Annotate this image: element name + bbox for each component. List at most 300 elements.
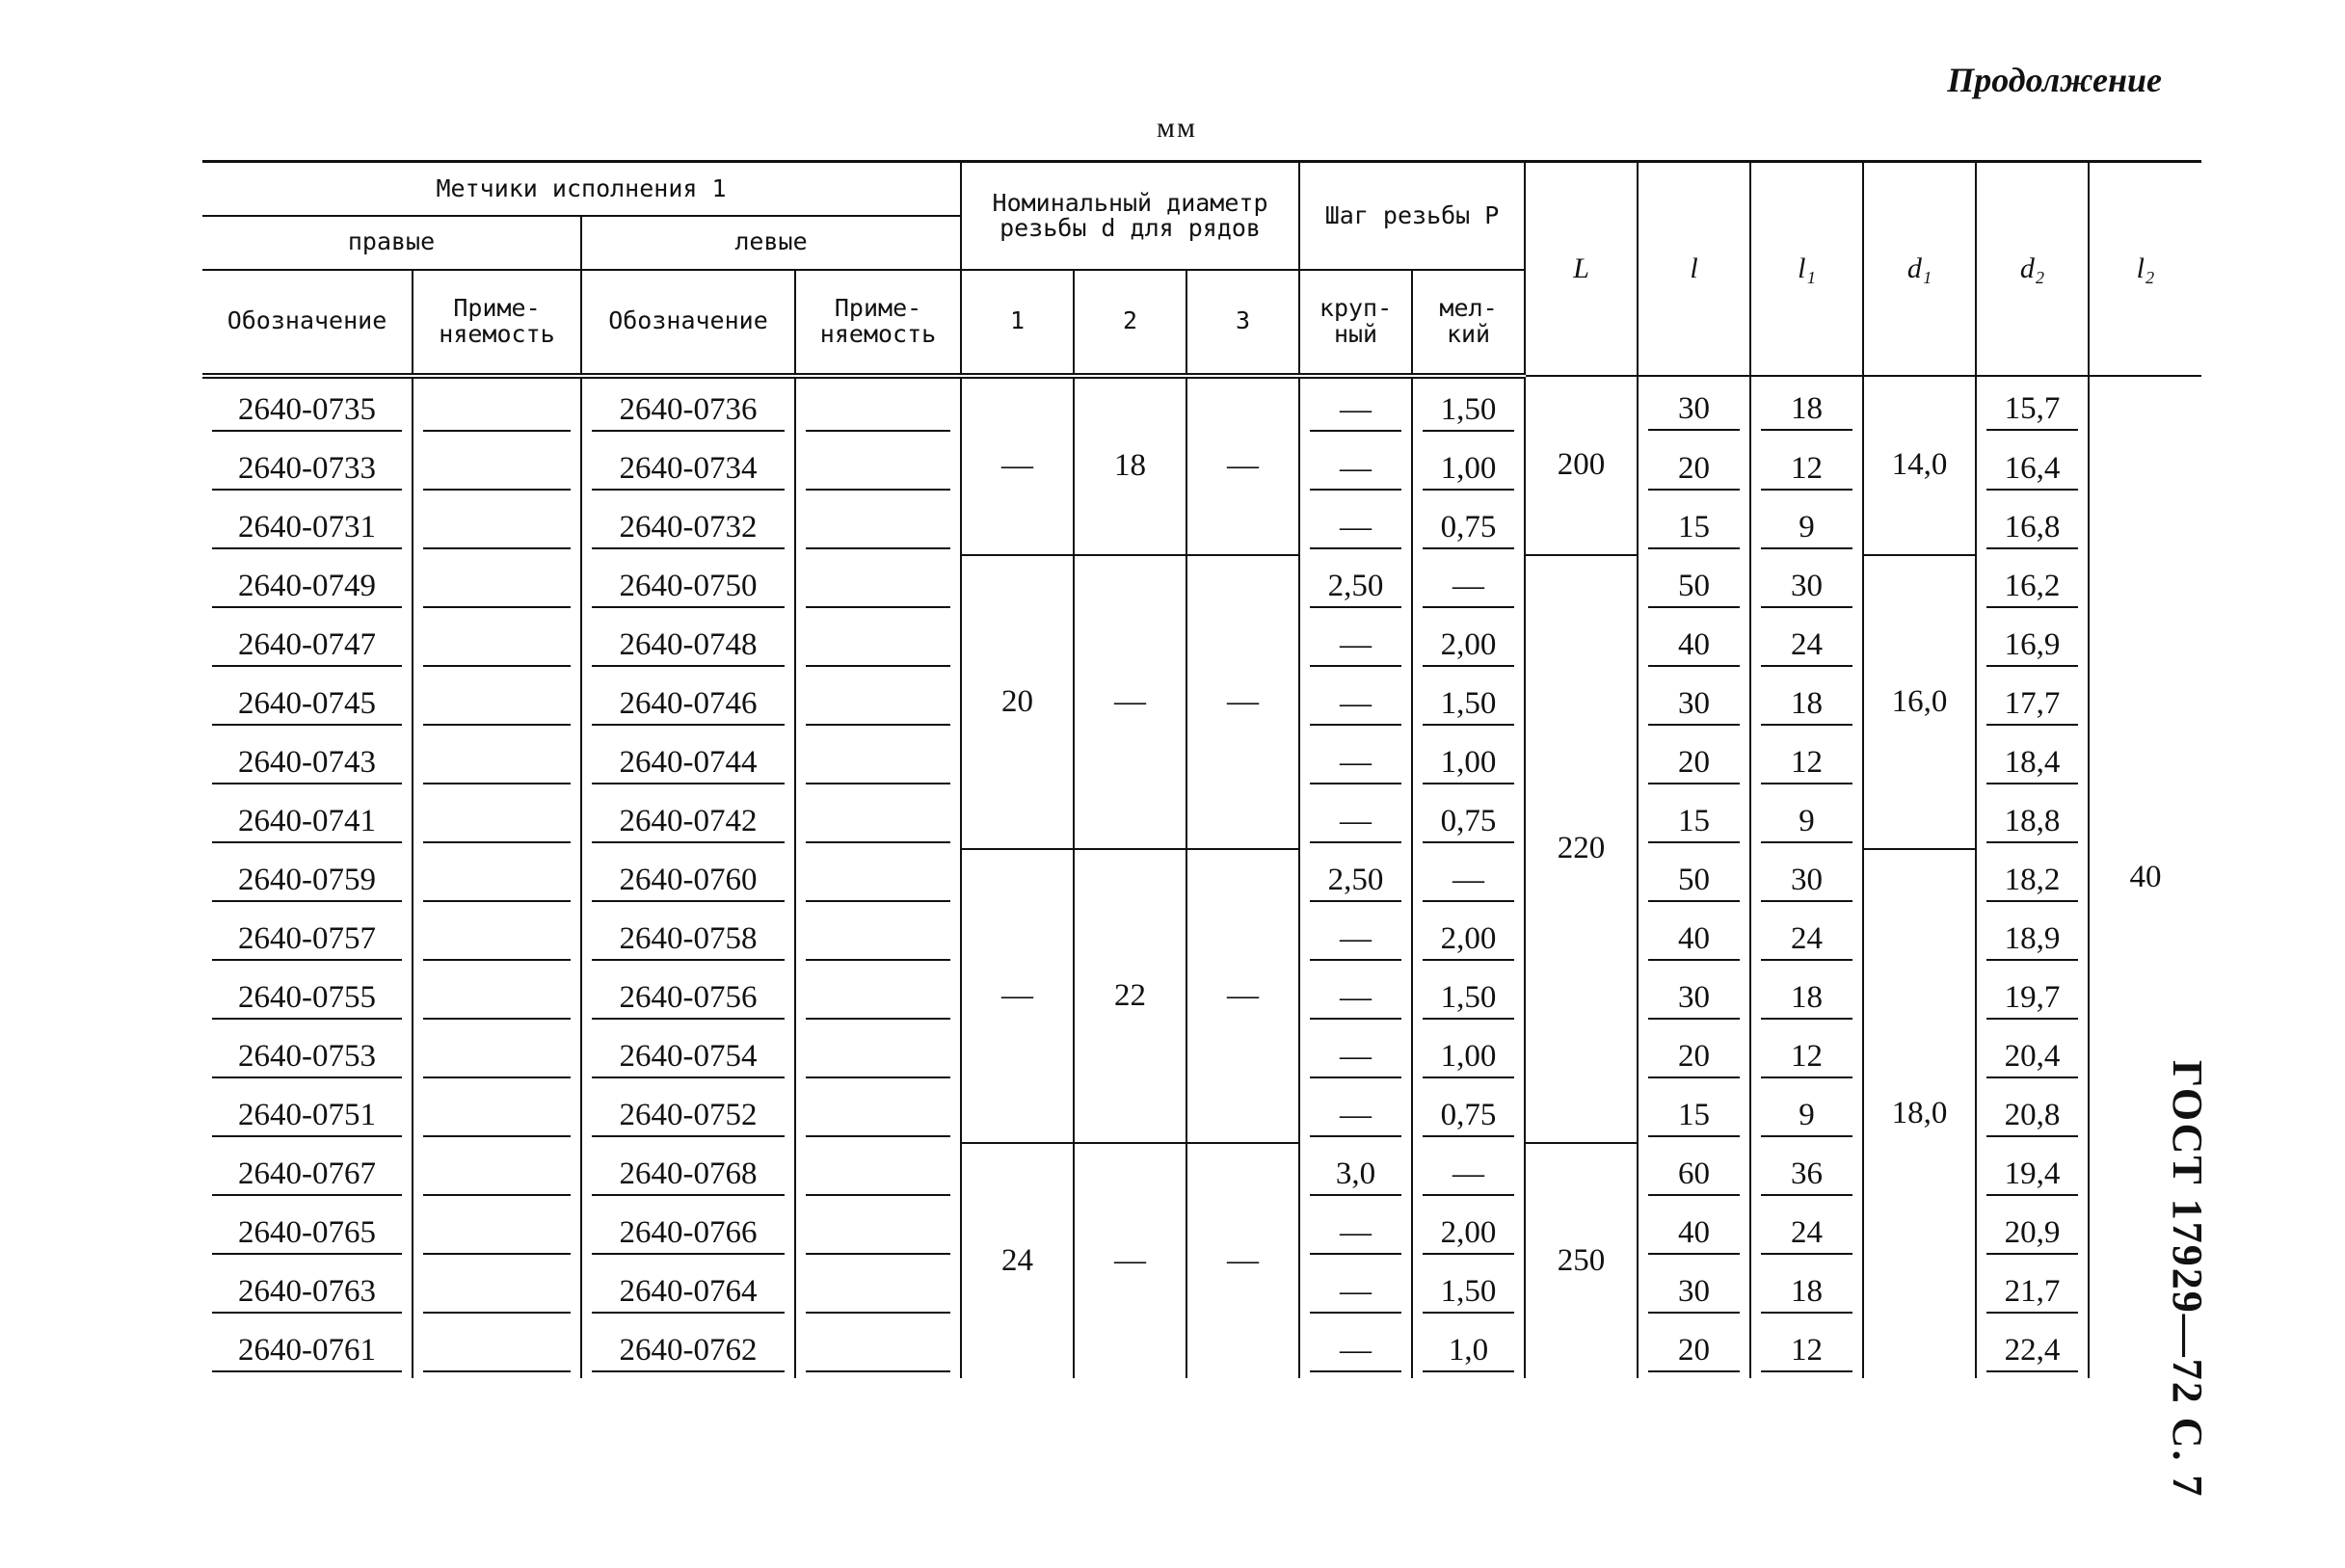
applicability-left bbox=[795, 438, 961, 496]
designation-right-value: 2640-0731 bbox=[212, 510, 402, 549]
length-l-value: 30 bbox=[1648, 980, 1740, 1020]
pitch-fine-value: 2,00 bbox=[1423, 921, 1514, 961]
applicability-right bbox=[413, 614, 581, 673]
pitch-fine-value: 1,0 bbox=[1423, 1333, 1514, 1372]
diameter-d2-value: 18,8 bbox=[1986, 804, 2078, 843]
designation-left bbox=[581, 1084, 795, 1143]
designation-left bbox=[581, 555, 795, 614]
pitch-coarse bbox=[1299, 908, 1412, 967]
applicability-left bbox=[795, 555, 961, 614]
header-left: левые bbox=[581, 216, 961, 270]
pitch-coarse bbox=[1299, 376, 1412, 438]
designation-left bbox=[581, 1319, 795, 1378]
taps-table bbox=[202, 160, 2201, 1378]
diameter-d2 bbox=[1976, 790, 2089, 849]
pitch-coarse-value: 2,50 bbox=[1310, 863, 1401, 902]
designation-right bbox=[202, 790, 413, 849]
length-l bbox=[1638, 849, 1750, 908]
pitch-coarse-value: — bbox=[1310, 804, 1401, 843]
diameter-d2-value: 16,8 bbox=[1986, 510, 2078, 549]
applicability-right bbox=[413, 673, 581, 731]
designation-left-value: 2640-0736 bbox=[592, 392, 785, 432]
pitch-fine-value: — bbox=[1423, 569, 1514, 608]
length-l-value: 20 bbox=[1648, 1039, 1740, 1078]
pitch-fine-value: 1,50 bbox=[1423, 1274, 1514, 1314]
units-label: мм bbox=[1157, 112, 1197, 144]
length-l1-value: 24 bbox=[1761, 627, 1852, 667]
applicability-left bbox=[795, 1084, 961, 1143]
pitch-coarse-value: — bbox=[1310, 392, 1401, 432]
header-row-3: 3 bbox=[1186, 270, 1299, 376]
diameter-d2-value: 21,7 bbox=[1986, 1274, 2078, 1314]
diameter-d2 bbox=[1976, 673, 2089, 731]
applicability-right bbox=[413, 438, 581, 496]
designation-right-value: 2640-0763 bbox=[212, 1274, 402, 1314]
diameter-d2-value: 22,4 bbox=[1986, 1333, 2078, 1372]
pitch-fine bbox=[1412, 1261, 1525, 1319]
length-l-value: 20 bbox=[1648, 451, 1740, 491]
length-l1 bbox=[1750, 1319, 1863, 1378]
pitch-fine-value: 1,00 bbox=[1423, 745, 1514, 784]
length-l bbox=[1638, 731, 1750, 790]
pitch-coarse-value: — bbox=[1310, 1215, 1401, 1255]
designation-left bbox=[581, 1025, 795, 1084]
designation-left bbox=[581, 1261, 795, 1319]
applicability-right bbox=[413, 849, 581, 908]
length-l-value: 30 bbox=[1648, 391, 1740, 431]
designation-right bbox=[202, 1261, 413, 1319]
diameter-d2 bbox=[1976, 1261, 2089, 1319]
pitch-coarse bbox=[1299, 438, 1412, 496]
pitch-fine-value: 1,50 bbox=[1423, 392, 1514, 432]
continuation-label: Продолжение bbox=[1947, 61, 2162, 99]
pitch-coarse-value: — bbox=[1310, 1274, 1401, 1314]
designation-right bbox=[202, 1084, 413, 1143]
pitch-fine bbox=[1412, 673, 1525, 731]
designation-right bbox=[202, 555, 413, 614]
designation-left-value: 2640-0768 bbox=[592, 1156, 785, 1196]
diameter-d2 bbox=[1976, 438, 2089, 496]
length-l1 bbox=[1750, 967, 1863, 1025]
pitch-coarse bbox=[1299, 1202, 1412, 1261]
designation-right bbox=[202, 376, 413, 438]
applicability-right bbox=[413, 1084, 581, 1143]
applicability-left bbox=[795, 376, 961, 438]
designation-right bbox=[202, 1143, 413, 1202]
designation-left bbox=[581, 438, 795, 496]
length-l-value: 20 bbox=[1648, 745, 1740, 784]
length-l1 bbox=[1750, 908, 1863, 967]
diameter-d2 bbox=[1976, 731, 2089, 790]
applicability-right bbox=[413, 1261, 581, 1319]
diameter-d2 bbox=[1976, 1025, 2089, 1084]
pitch-coarse-value: — bbox=[1310, 1333, 1401, 1372]
length-l1-value: 24 bbox=[1761, 1215, 1852, 1255]
designation-right-value: 2640-0767 bbox=[212, 1156, 402, 1196]
applicability-left bbox=[795, 731, 961, 790]
designation-right-value: 2640-0741 bbox=[212, 804, 402, 843]
designation-left bbox=[581, 908, 795, 967]
designation-left-value: 2640-0766 bbox=[592, 1215, 785, 1255]
pitch-coarse-value: — bbox=[1310, 1039, 1401, 1078]
diameter-row-2: — bbox=[1074, 555, 1186, 849]
designation-right bbox=[202, 849, 413, 908]
length-l1 bbox=[1750, 555, 1863, 614]
designation-left bbox=[581, 673, 795, 731]
designation-right-value: 2640-0745 bbox=[212, 686, 402, 726]
diameter-d2-value: 20,9 bbox=[1986, 1215, 2078, 1255]
diameter-row-1: — bbox=[961, 376, 1074, 555]
pitch-coarse-value: — bbox=[1310, 980, 1401, 1020]
designation-right-value: 2640-0757 bbox=[212, 921, 402, 961]
length-l1 bbox=[1750, 614, 1863, 673]
pitch-coarse-value: 2,50 bbox=[1310, 569, 1401, 608]
applicability-left bbox=[795, 967, 961, 1025]
table-row bbox=[202, 376, 2201, 438]
applicability-right bbox=[413, 1143, 581, 1202]
applicability-right bbox=[413, 555, 581, 614]
length-l bbox=[1638, 908, 1750, 967]
length-l bbox=[1638, 1143, 1750, 1202]
designation-left-value: 2640-0742 bbox=[592, 804, 785, 843]
designation-left-value: 2640-0750 bbox=[592, 569, 785, 608]
diameter-d2 bbox=[1976, 614, 2089, 673]
length-l bbox=[1638, 496, 1750, 555]
designation-left-value: 2640-0734 bbox=[592, 451, 785, 491]
pitch-coarse bbox=[1299, 849, 1412, 908]
length-l1-value: 18 bbox=[1761, 391, 1852, 431]
designation-left-value: 2640-0762 bbox=[592, 1333, 785, 1372]
taps-table-body bbox=[202, 376, 2201, 1378]
length-l-value: 60 bbox=[1648, 1156, 1740, 1196]
pitch-coarse bbox=[1299, 673, 1412, 731]
applicability-left bbox=[795, 1319, 961, 1378]
designation-left-value: 2640-0744 bbox=[592, 745, 785, 784]
header-l: l bbox=[1638, 162, 1750, 376]
diameter-d2 bbox=[1976, 376, 2089, 438]
diameter-row-1: 20 bbox=[961, 555, 1074, 849]
header-applicability-left: Приме- няемость bbox=[795, 270, 961, 376]
length-l-value: 15 bbox=[1648, 804, 1740, 843]
diameter-d2-value: 20,4 bbox=[1986, 1039, 2078, 1078]
length-l-value: 15 bbox=[1648, 1098, 1740, 1137]
length-l1-value: 9 bbox=[1761, 1098, 1852, 1137]
diameter-row-3: — bbox=[1186, 376, 1299, 555]
designation-left-value: 2640-0748 bbox=[592, 627, 785, 667]
applicability-left bbox=[795, 849, 961, 908]
length-l1 bbox=[1750, 731, 1863, 790]
length-l1-value: 18 bbox=[1761, 686, 1852, 726]
designation-right bbox=[202, 438, 413, 496]
pitch-coarse-value: — bbox=[1310, 745, 1401, 784]
pitch-fine bbox=[1412, 376, 1525, 438]
designation-left-value: 2640-0754 bbox=[592, 1039, 785, 1078]
pitch-fine bbox=[1412, 967, 1525, 1025]
header-l1: l₁ bbox=[1750, 162, 1863, 376]
pitch-fine bbox=[1412, 1084, 1525, 1143]
designation-right-value: 2640-0743 bbox=[212, 745, 402, 784]
length-l1 bbox=[1750, 376, 1863, 438]
diameter-d2-value: 20,8 bbox=[1986, 1098, 2078, 1137]
header-L: L bbox=[1525, 162, 1638, 376]
pitch-coarse-value: — bbox=[1310, 921, 1401, 961]
diameter-d2 bbox=[1976, 1143, 2089, 1202]
length-l-value: 50 bbox=[1648, 569, 1740, 608]
designation-right bbox=[202, 731, 413, 790]
pitch-fine-value: 0,75 bbox=[1423, 510, 1514, 549]
length-l1-value: 18 bbox=[1761, 1274, 1852, 1314]
length-l bbox=[1638, 1261, 1750, 1319]
diameter-d1: 14,0 bbox=[1863, 376, 1976, 555]
applicability-left bbox=[795, 1143, 961, 1202]
header-d1: d₁ bbox=[1863, 162, 1976, 376]
designation-right-value: 2640-0733 bbox=[212, 451, 402, 491]
applicability-left bbox=[795, 673, 961, 731]
header-right: правые bbox=[202, 216, 581, 270]
diameter-d2-value: 18,4 bbox=[1986, 745, 2078, 784]
length-l1 bbox=[1750, 1261, 1863, 1319]
pitch-fine bbox=[1412, 1025, 1525, 1084]
length-l1 bbox=[1750, 1143, 1863, 1202]
length-l bbox=[1638, 438, 1750, 496]
header-taps-group: Метчики исполнения 1 bbox=[202, 162, 961, 216]
pitch-fine bbox=[1412, 438, 1525, 496]
pitch-fine bbox=[1412, 731, 1525, 790]
pitch-fine bbox=[1412, 496, 1525, 555]
designation-left bbox=[581, 967, 795, 1025]
diameter-row-3: — bbox=[1186, 555, 1299, 849]
diameter-d2 bbox=[1976, 967, 2089, 1025]
diameter-row-3: — bbox=[1186, 1143, 1299, 1378]
applicability-left bbox=[795, 614, 961, 673]
designation-left bbox=[581, 790, 795, 849]
pitch-coarse-value: — bbox=[1310, 451, 1401, 491]
designation-right-value: 2640-0747 bbox=[212, 627, 402, 667]
designation-left-value: 2640-0732 bbox=[592, 510, 785, 549]
header-row-2: 2 bbox=[1074, 270, 1186, 376]
header-fine: мел- кий bbox=[1412, 270, 1525, 376]
length-l1-value: 36 bbox=[1761, 1156, 1852, 1196]
applicability-left bbox=[795, 1202, 961, 1261]
designation-left-value: 2640-0760 bbox=[592, 863, 785, 902]
applicability-right bbox=[413, 731, 581, 790]
pitch-fine bbox=[1412, 1202, 1525, 1261]
applicability-right bbox=[413, 376, 581, 438]
designation-left-value: 2640-0758 bbox=[592, 921, 785, 961]
applicability-right bbox=[413, 496, 581, 555]
applicability-right bbox=[413, 908, 581, 967]
designation-left bbox=[581, 376, 795, 438]
length-l1 bbox=[1750, 790, 1863, 849]
header-d2: d₂ bbox=[1976, 162, 2089, 376]
header-coarse: круп- ный bbox=[1299, 270, 1412, 376]
diameter-d1: 16,0 bbox=[1863, 555, 1976, 849]
designation-left-value: 2640-0756 bbox=[592, 980, 785, 1020]
diameter-d2 bbox=[1976, 555, 2089, 614]
pitch-coarse-value: — bbox=[1310, 686, 1401, 726]
pitch-coarse-value: — bbox=[1310, 627, 1401, 667]
header-nominal-diameter: Номинальный диаметр резьбы d для рядов bbox=[961, 162, 1299, 270]
length-l bbox=[1638, 790, 1750, 849]
pitch-fine-value: 2,00 bbox=[1423, 1215, 1514, 1255]
diameter-d2-value: 16,9 bbox=[1986, 627, 2078, 667]
pitch-coarse bbox=[1299, 614, 1412, 673]
diameter-row-3: — bbox=[1186, 849, 1299, 1143]
diameter-d2-value: 15,7 bbox=[1986, 391, 2078, 431]
header-designation-left: Обозначение bbox=[581, 270, 795, 376]
designation-right bbox=[202, 1319, 413, 1378]
length-l-value: 30 bbox=[1648, 686, 1740, 726]
diameter-d2-value: 16,2 bbox=[1986, 569, 2078, 608]
designation-right-value: 2640-0765 bbox=[212, 1215, 402, 1255]
applicability-right bbox=[413, 790, 581, 849]
pitch-coarse bbox=[1299, 1084, 1412, 1143]
pitch-fine bbox=[1412, 614, 1525, 673]
header-l2: l₂ bbox=[2089, 162, 2201, 376]
pitch-fine bbox=[1412, 1319, 1525, 1378]
length-l1-value: 30 bbox=[1761, 569, 1852, 608]
applicability-right bbox=[413, 1202, 581, 1261]
length-l bbox=[1638, 1084, 1750, 1143]
pitch-coarse bbox=[1299, 731, 1412, 790]
diameter-d2-value: 16,4 bbox=[1986, 451, 2078, 491]
length-l-value: 40 bbox=[1648, 627, 1740, 667]
length-L: 200 bbox=[1525, 376, 1638, 555]
length-l1-value: 12 bbox=[1761, 745, 1852, 784]
length-l bbox=[1638, 673, 1750, 731]
diameter-row-2: 18 bbox=[1074, 376, 1186, 555]
length-l1 bbox=[1750, 849, 1863, 908]
length-l1 bbox=[1750, 673, 1863, 731]
length-l1 bbox=[1750, 1202, 1863, 1261]
designation-right bbox=[202, 908, 413, 967]
pitch-fine-value: 1,00 bbox=[1423, 1039, 1514, 1078]
header-thread-pitch: Шаг резьбы P bbox=[1299, 162, 1525, 270]
designation-right-value: 2640-0753 bbox=[212, 1039, 402, 1078]
length-l1-value: 12 bbox=[1761, 1039, 1852, 1078]
length-l bbox=[1638, 1319, 1750, 1378]
diameter-d2-value: 17,7 bbox=[1986, 686, 2078, 726]
designation-right-value: 2640-0749 bbox=[212, 569, 402, 608]
diameter-d2 bbox=[1976, 496, 2089, 555]
diameter-d2-value: 19,4 bbox=[1986, 1156, 2078, 1196]
length-l-value: 20 bbox=[1648, 1333, 1740, 1372]
applicability-left bbox=[795, 496, 961, 555]
table-row bbox=[202, 849, 2201, 908]
pitch-coarse bbox=[1299, 555, 1412, 614]
designation-left bbox=[581, 496, 795, 555]
length-l1-value: 30 bbox=[1761, 863, 1852, 902]
pitch-coarse bbox=[1299, 790, 1412, 849]
designation-right bbox=[202, 1202, 413, 1261]
header-designation-right: Обозначение bbox=[202, 270, 413, 376]
designation-left-value: 2640-0752 bbox=[592, 1098, 785, 1137]
diameter-d2 bbox=[1976, 908, 2089, 967]
length-l1-value: 9 bbox=[1761, 804, 1852, 843]
designation-left-value: 2640-0746 bbox=[592, 686, 785, 726]
applicability-left bbox=[795, 908, 961, 967]
length-l1-value: 9 bbox=[1761, 510, 1852, 549]
length-l bbox=[1638, 555, 1750, 614]
length-l1 bbox=[1750, 1084, 1863, 1143]
header-applicability-right: Приме- няемость bbox=[413, 270, 581, 376]
designation-left bbox=[581, 849, 795, 908]
designation-right-value: 2640-0735 bbox=[212, 392, 402, 432]
length-l bbox=[1638, 376, 1750, 438]
pitch-coarse bbox=[1299, 1025, 1412, 1084]
applicability-left bbox=[795, 1261, 961, 1319]
length-l bbox=[1638, 967, 1750, 1025]
designation-left-value: 2640-0764 bbox=[592, 1274, 785, 1314]
length-l1-value: 24 bbox=[1761, 921, 1852, 961]
designation-left bbox=[581, 1202, 795, 1261]
designation-right-value: 2640-0761 bbox=[212, 1333, 402, 1372]
pitch-coarse bbox=[1299, 496, 1412, 555]
designation-right bbox=[202, 614, 413, 673]
pitch-fine-value: 0,75 bbox=[1423, 804, 1514, 843]
pitch-coarse-value: — bbox=[1310, 510, 1401, 549]
applicability-right bbox=[413, 1319, 581, 1378]
designation-right-value: 2640-0751 bbox=[212, 1098, 402, 1137]
diameter-row-1: 24 bbox=[961, 1143, 1074, 1378]
diameter-row-2: — bbox=[1074, 1143, 1186, 1378]
length-l-value: 30 bbox=[1648, 1274, 1740, 1314]
pitch-fine-value: 0,75 bbox=[1423, 1098, 1514, 1137]
pitch-fine bbox=[1412, 908, 1525, 967]
pitch-fine-value: 2,00 bbox=[1423, 627, 1514, 667]
length-l-value: 50 bbox=[1648, 863, 1740, 902]
length-l bbox=[1638, 1202, 1750, 1261]
designation-right bbox=[202, 967, 413, 1025]
diameter-d2 bbox=[1976, 1319, 2089, 1378]
designation-right bbox=[202, 673, 413, 731]
designation-right-value: 2640-0755 bbox=[212, 980, 402, 1020]
designation-right bbox=[202, 496, 413, 555]
designation-left bbox=[581, 1143, 795, 1202]
length-l1 bbox=[1750, 496, 1863, 555]
pitch-fine bbox=[1412, 849, 1525, 908]
diameter-d2 bbox=[1976, 849, 2089, 908]
designation-left bbox=[581, 614, 795, 673]
applicability-right bbox=[413, 967, 581, 1025]
pitch-coarse-value: 3,0 bbox=[1310, 1156, 1401, 1196]
header-row-1: 1 bbox=[961, 270, 1074, 376]
pitch-fine bbox=[1412, 555, 1525, 614]
applicability-left bbox=[795, 1025, 961, 1084]
length-L: 250 bbox=[1525, 1143, 1638, 1378]
length-l2: 40 bbox=[2089, 376, 2201, 1378]
pitch-coarse bbox=[1299, 1319, 1412, 1378]
diameter-d2 bbox=[1976, 1084, 2089, 1143]
length-l-value: 40 bbox=[1648, 1215, 1740, 1255]
length-l1 bbox=[1750, 438, 1863, 496]
length-l bbox=[1638, 614, 1750, 673]
length-l1-value: 12 bbox=[1761, 1333, 1852, 1372]
diameter-row-2: 22 bbox=[1074, 849, 1186, 1143]
length-l-value: 40 bbox=[1648, 921, 1740, 961]
applicability-right bbox=[413, 1025, 581, 1084]
diameter-d2-value: 18,9 bbox=[1986, 921, 2078, 961]
pitch-fine-value: — bbox=[1423, 863, 1514, 902]
diameter-row-1: — bbox=[961, 849, 1074, 1143]
pitch-fine-value: 1,50 bbox=[1423, 686, 1514, 726]
diameter-d2-value: 18,2 bbox=[1986, 863, 2078, 902]
pitch-fine bbox=[1412, 790, 1525, 849]
length-l bbox=[1638, 1025, 1750, 1084]
length-L: 220 bbox=[1525, 555, 1638, 1143]
pitch-fine-value: 1,50 bbox=[1423, 980, 1514, 1020]
pitch-coarse-value: — bbox=[1310, 1098, 1401, 1137]
